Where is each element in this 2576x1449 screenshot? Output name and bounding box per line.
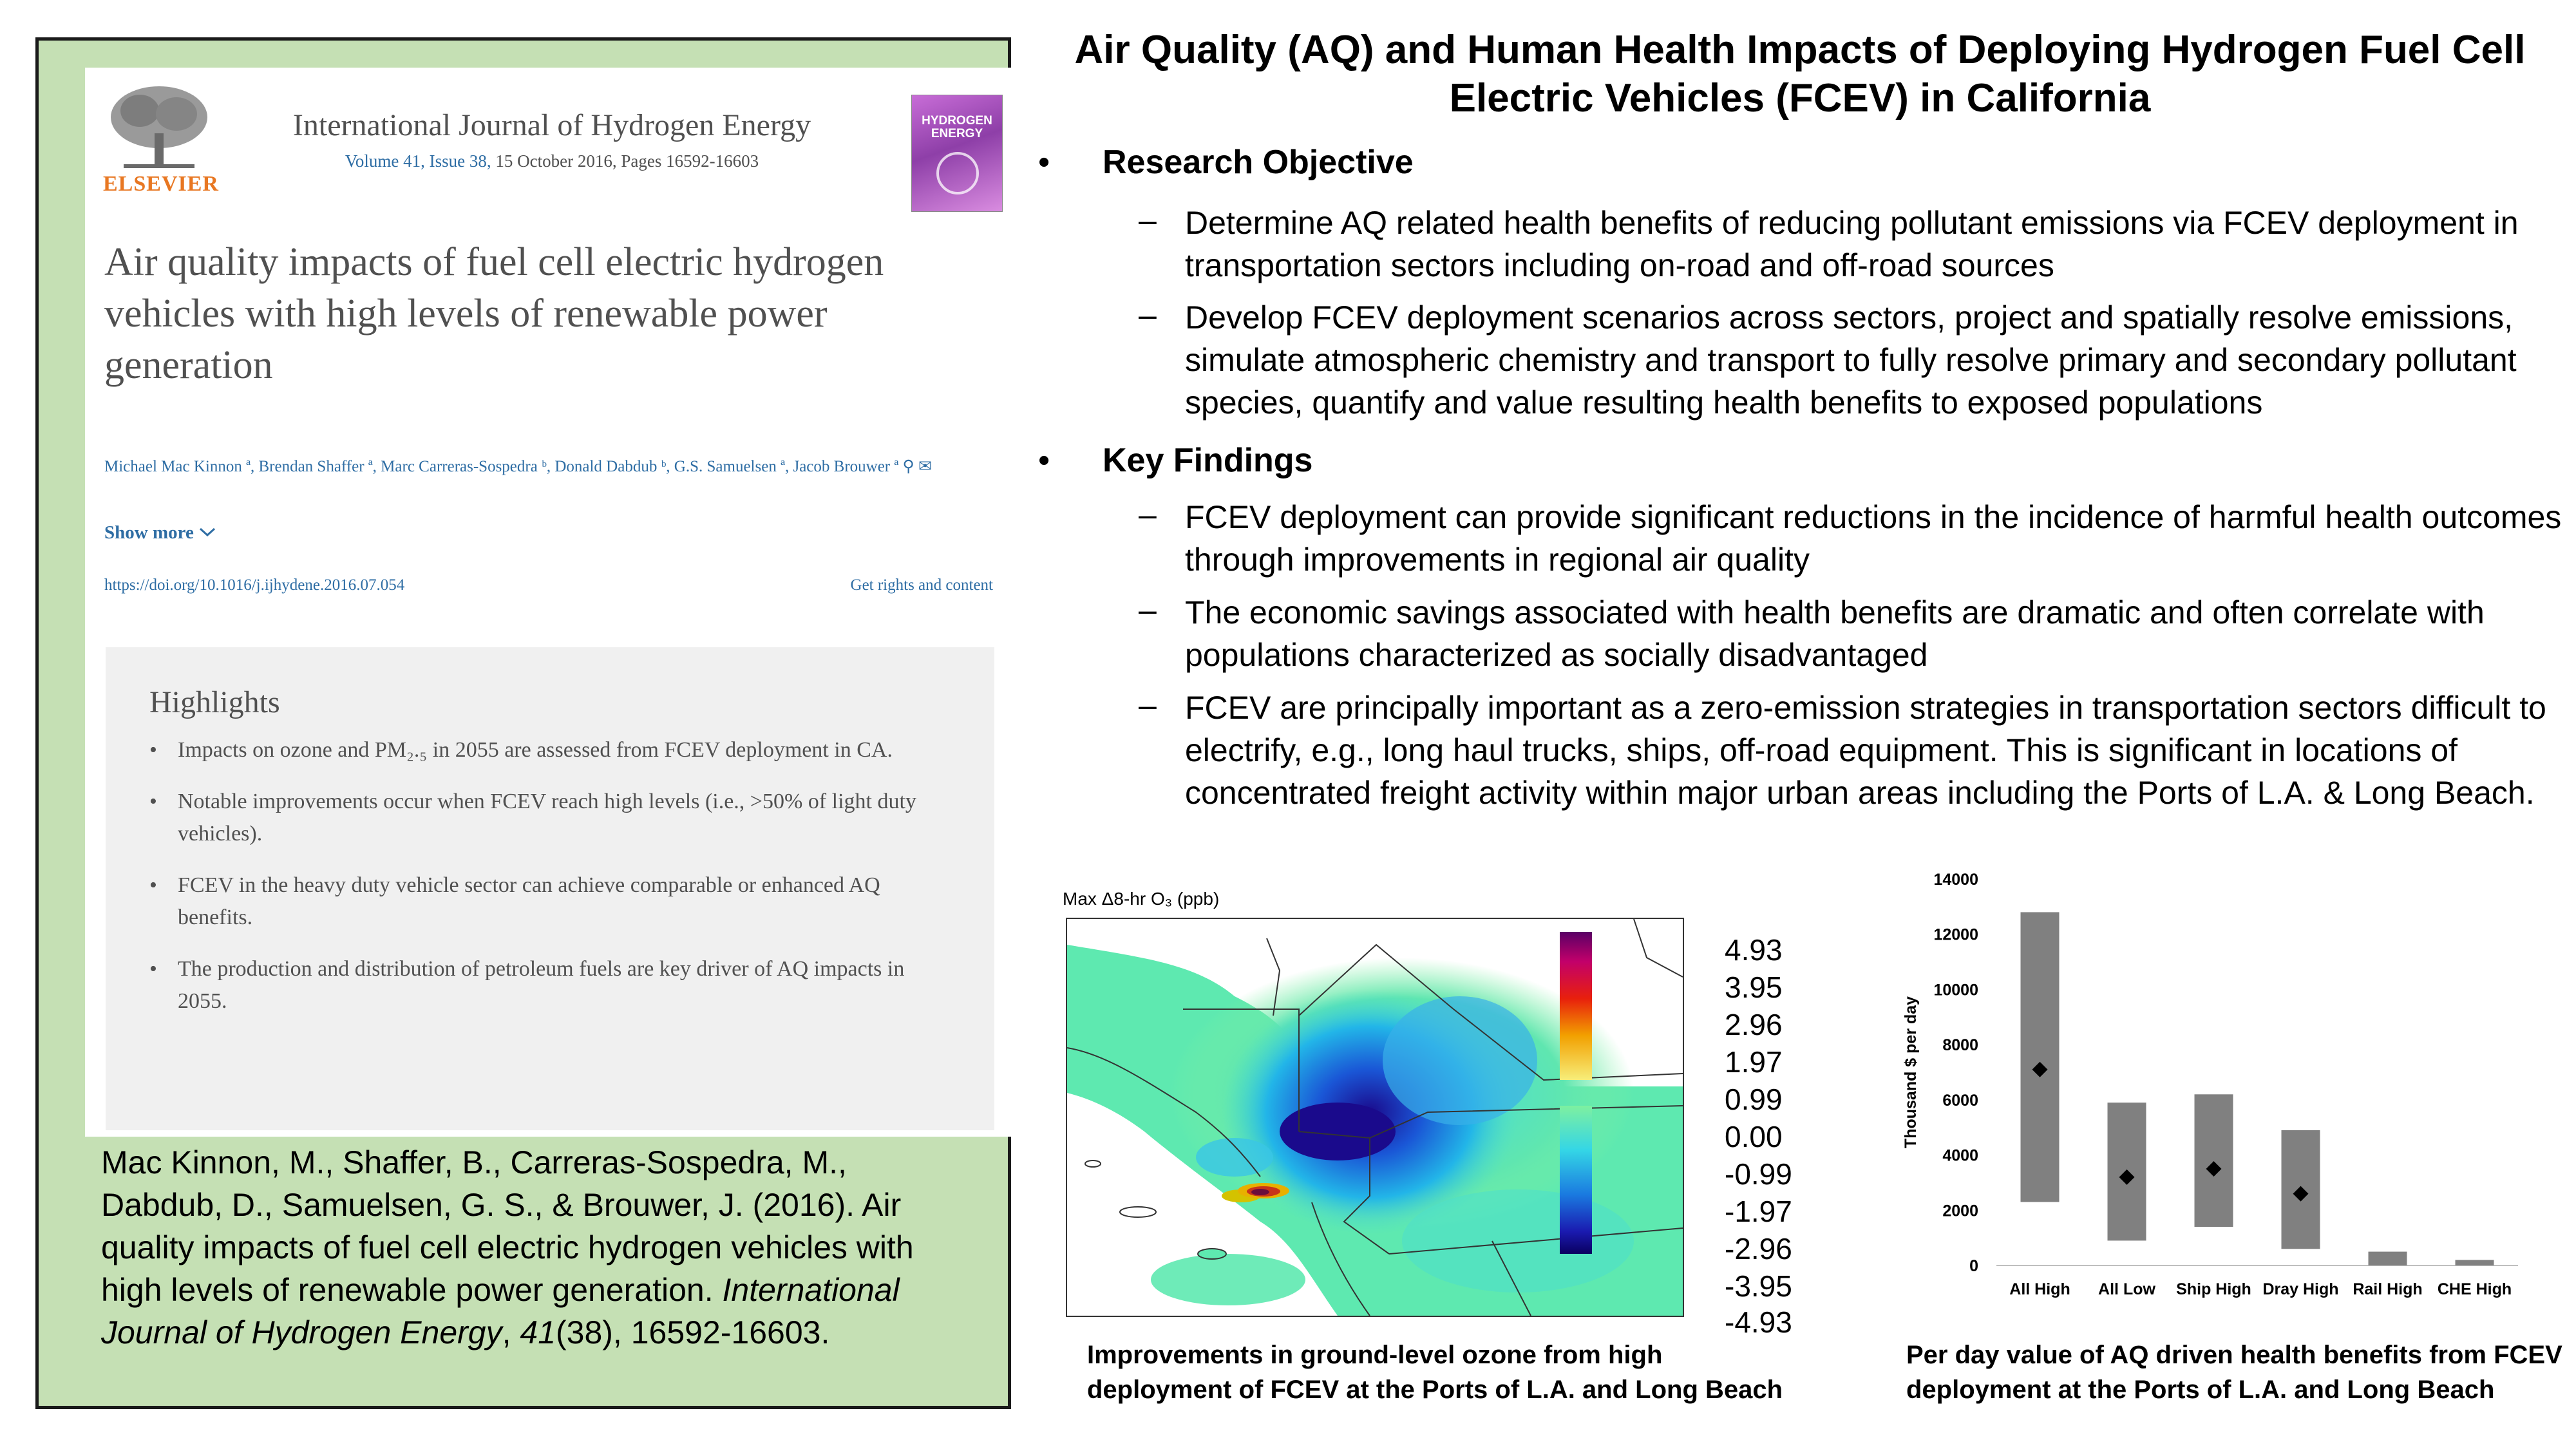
map-caption: Improvements in ground-level ozone from high deployment of FCEV at the Ports of L.A. and Long Beach [1087,1341,1783,1404]
y-tick-label: 0 [1969,1257,1978,1275]
colorbar-label: -3.95 [1725,1269,1792,1303]
colorbar-label: 0.00 [1725,1120,1783,1153]
range-bar [2021,912,2060,1202]
colorbar-label: 0.99 [1725,1083,1783,1116]
journal-cover[interactable] [911,95,1003,212]
x-tick-label: Dray High [2262,1280,2339,1298]
y-axis-label: Thousand $ per day [1902,996,1920,1149]
x-tick-label: All High [2009,1280,2070,1298]
citation-text: Mac Kinnon, M., Shaffer, B., Carreras-Sospedra, M., Dabdub, D., Samuelsen, G. S., & Brouwer, J. (2016). Air quality impacts of fuel cell electric hydrogen vehicles with high levels of renewable power generation. [101,1144,914,1308]
slide-title: Air Quality (AQ) and Human Health Impacts of Deploying Hydrogen Fuel Cell Electric Vehicles (FCEV) in California [1074,28,2526,120]
colorbar-label: 4.93 [1725,933,1783,967]
colorbar-label: 2.96 [1725,1008,1783,1041]
citation [101,1141,938,1354]
citation-journal: International Journal of Hydrogen Energy [101,1272,900,1350]
ozone-map [1066,918,1684,1317]
journal-name[interactable]: International Journal of Hydrogen Energy [292,108,811,142]
volume-details: 15 October 2016, Pages 16592-16603 [491,151,759,171]
elsevier-tree-logo [104,82,214,172]
colorbar-label: 3.95 [1725,971,1783,1004]
y-tick-label: 12000 [1933,925,1978,944]
research-objective-heading: Research Objective [1103,144,1414,181]
bullet-dot: • [1038,442,1050,479]
author-list[interactable]: Michael Mac Kinnon ª, Brendan Shaffer ª, Marc Carreras-Sospedra ᵇ, Donald Dabdub ᵇ, G.S. Samuelsen ª, Jacob Brouwer ª ⚲ ✉ [104,458,933,475]
ozone-map-graphic [1067,919,1683,1316]
dash-marker: – [1139,687,1157,723]
chevron-down-icon [198,526,216,538]
range-bar [2195,1094,2233,1227]
highlights-heading: Highlights [149,685,280,719]
highlights-list [178,734,951,1037]
rights-link[interactable]: Get rights and content [850,576,993,594]
finding-item: The economic savings associated with health benefits are dramatic and often correlate with populations characterized as socially disadvantaged [1185,594,2485,673]
map-title: Max Δ8-hr O₃ (ppb) [1063,889,1220,909]
article-screenshot [85,68,1012,1137]
finding-item: FCEV are principally important as a zero-emission strategies in transportation sectors difficult to electrify, e.g., long haul trucks, ships, off-road equipment. This is significant in locations of concentrated freight activity within major urban areas including the Ports of L.A. & Long Beach. [1185,690,2546,811]
citation-volume: 41 [520,1314,556,1350]
colorbar-label: -4.93 [1725,1305,1792,1339]
publisher-name: ELSEVIER [103,172,219,196]
highlights-box [106,647,994,1130]
y-tick-label: 14000 [1933,871,1978,889]
health-benefits-chart [1887,863,2531,1314]
ozone-map-figure [1063,889,1792,1339]
highlight-item: • Notable improvements occur when FCEV reach high levels (i.e., >50% of light duty vehicles). [178,786,951,850]
dash-marker: – [1139,592,1157,628]
finding-item: FCEV deployment can provide significant reductions in the incidence of harmful health outcomes through improvements in regional air quality [1185,499,2562,578]
y-tick-label: 10000 [1933,981,1978,999]
range-bar [2456,1260,2494,1265]
citation-pages: (38), 16592-16603. [556,1314,830,1350]
colorbar-label: -0.99 [1725,1157,1792,1191]
dash-marker: – [1139,497,1157,533]
show-more-label: Show more [104,522,194,543]
objective-item: Develop FCEV deployment scenarios across sectors, project and spatially resolve emissions, simulate atmospheric chemistry and transport to fully resolve primary and secondary pollutant species, quantify and value resulting health benefits to exposed populations [1185,299,2517,421]
y-tick-label: 8000 [1942,1036,1978,1055]
x-tick-label: Ship High [2176,1280,2251,1298]
dash-marker: – [1139,202,1157,238]
y-tick-label: 6000 [1942,1091,1978,1110]
range-bar [2369,1252,2407,1265]
cover-title: HYDROGEN ENERGY [922,114,992,140]
highlight-item: • The production and distribution of petroleum fuels are key driver of AQ impacts in 2055. [178,953,951,1018]
dash-marker: – [1139,297,1157,333]
colorbar-label: 1.97 [1725,1045,1783,1079]
y-tick-label: 2000 [1942,1202,1978,1220]
bullet-dot: • [1038,144,1050,181]
show-more-button[interactable] [104,522,216,544]
x-tick-label: Rail High [2353,1280,2423,1298]
x-tick-label: CHE High [2437,1280,2512,1298]
doi-link[interactable]: https://doi.org/10.1016/j.ijhydene.2016.07.054 [104,576,405,594]
highlight-item: • FCEV in the heavy duty vehicle sector can achieve comparable or enhanced AQ benefits. [178,869,951,934]
cover-ring-graphic [936,152,979,194]
colorbar-label: -2.96 [1725,1232,1792,1265]
paper-title: Air quality impacts of fuel cell electric hydrogen vehicles with high levels of renewable power generation [104,240,884,387]
x-tick-label: All Low [2098,1280,2155,1298]
y-tick-label: 4000 [1942,1146,1978,1165]
citation-sep: , [502,1314,520,1350]
key-findings-heading: Key Findings [1103,442,1313,479]
volume-line [259,151,845,171]
colorbar-label: -1.97 [1725,1195,1792,1228]
highlight-item: • Impacts on ozone and PM₂.₅ in 2055 are assessed from FCEV deployment in CA. [178,734,951,766]
objective-item: Determine AQ related health benefits of reducing pollutant emissions via FCEV deployment in transportation sectors including on-road and off-road sources [1185,205,2519,283]
chart-caption: Per day value of AQ driven health benefits from FCEV deployment at the Ports of L.A. and Long Beach [1906,1341,2562,1404]
volume-link[interactable]: Volume 41, Issue 38, [345,151,491,171]
